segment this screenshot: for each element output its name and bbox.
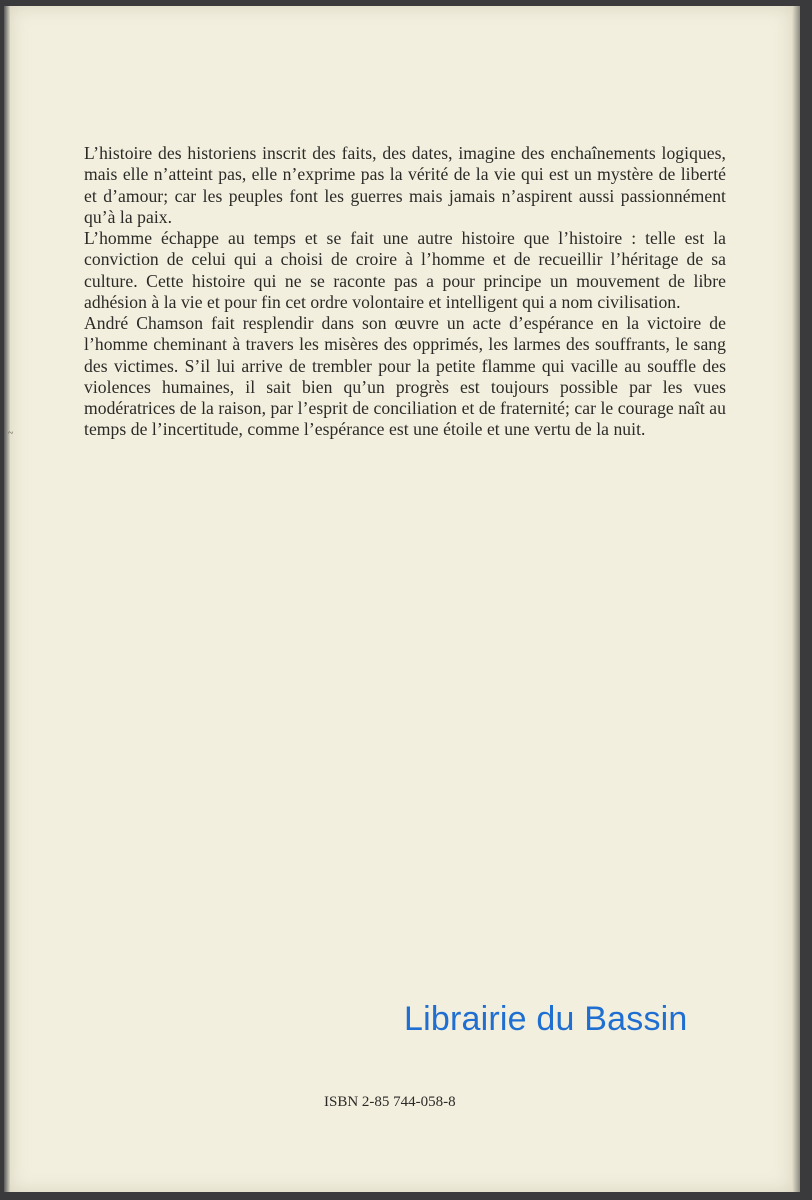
blurb-paragraph-3: André Chamson fait resplendir dans son œuvre un acte d’espérance en la victoire de l’homme cheminant à travers les misères des opprimés, les larmes des souffrants, le sang des victimes. S’il lui arrive de trembler pour la petite flamme qui vacille au souffle des violences humaines, il sait bien qu’un progrès est toujours possible par les vues modératrices de la raison, par l’esprit de conciliation et de fraternité; car le courage naît au temps de l’incertitude, comme l’espérance est une étoile et une vertu de la nuit. — [84, 313, 726, 440]
bookseller-watermark: Librairie du Bassin — [404, 1000, 688, 1038]
paper-mark: ~ — [8, 428, 14, 439]
cover-right-edge — [792, 6, 800, 1192]
blurb-paragraph-1: L’histoire des historiens inscrit des faits, des dates, imagine des enchaînements logiques, mais elle n’atteint pas, elle n’exprime pas la vérité de la vie qui est un mystère de liberté et d’amour; car les peuples font les guerres mais jamais n’aspirent aussi passionnément qu’à la paix. — [84, 143, 726, 227]
back-cover-blurb — [84, 143, 726, 441]
blurb-paragraph-2: L’homme échappe au temps et se fait une autre histoire que l’histoire : telle est la conviction de celui qui a choisi de croire à l’homme et de recueillir l’héritage de sa culture. Cette histoire qui ne se raconte pas a pour principe un mouvement de libre adhésion à la vie et pour fin cet ordre volontaire et intelligent qui a nom civilisation. — [84, 228, 726, 312]
isbn-number: ISBN 2-85 744-058-8 — [324, 1094, 456, 1110]
